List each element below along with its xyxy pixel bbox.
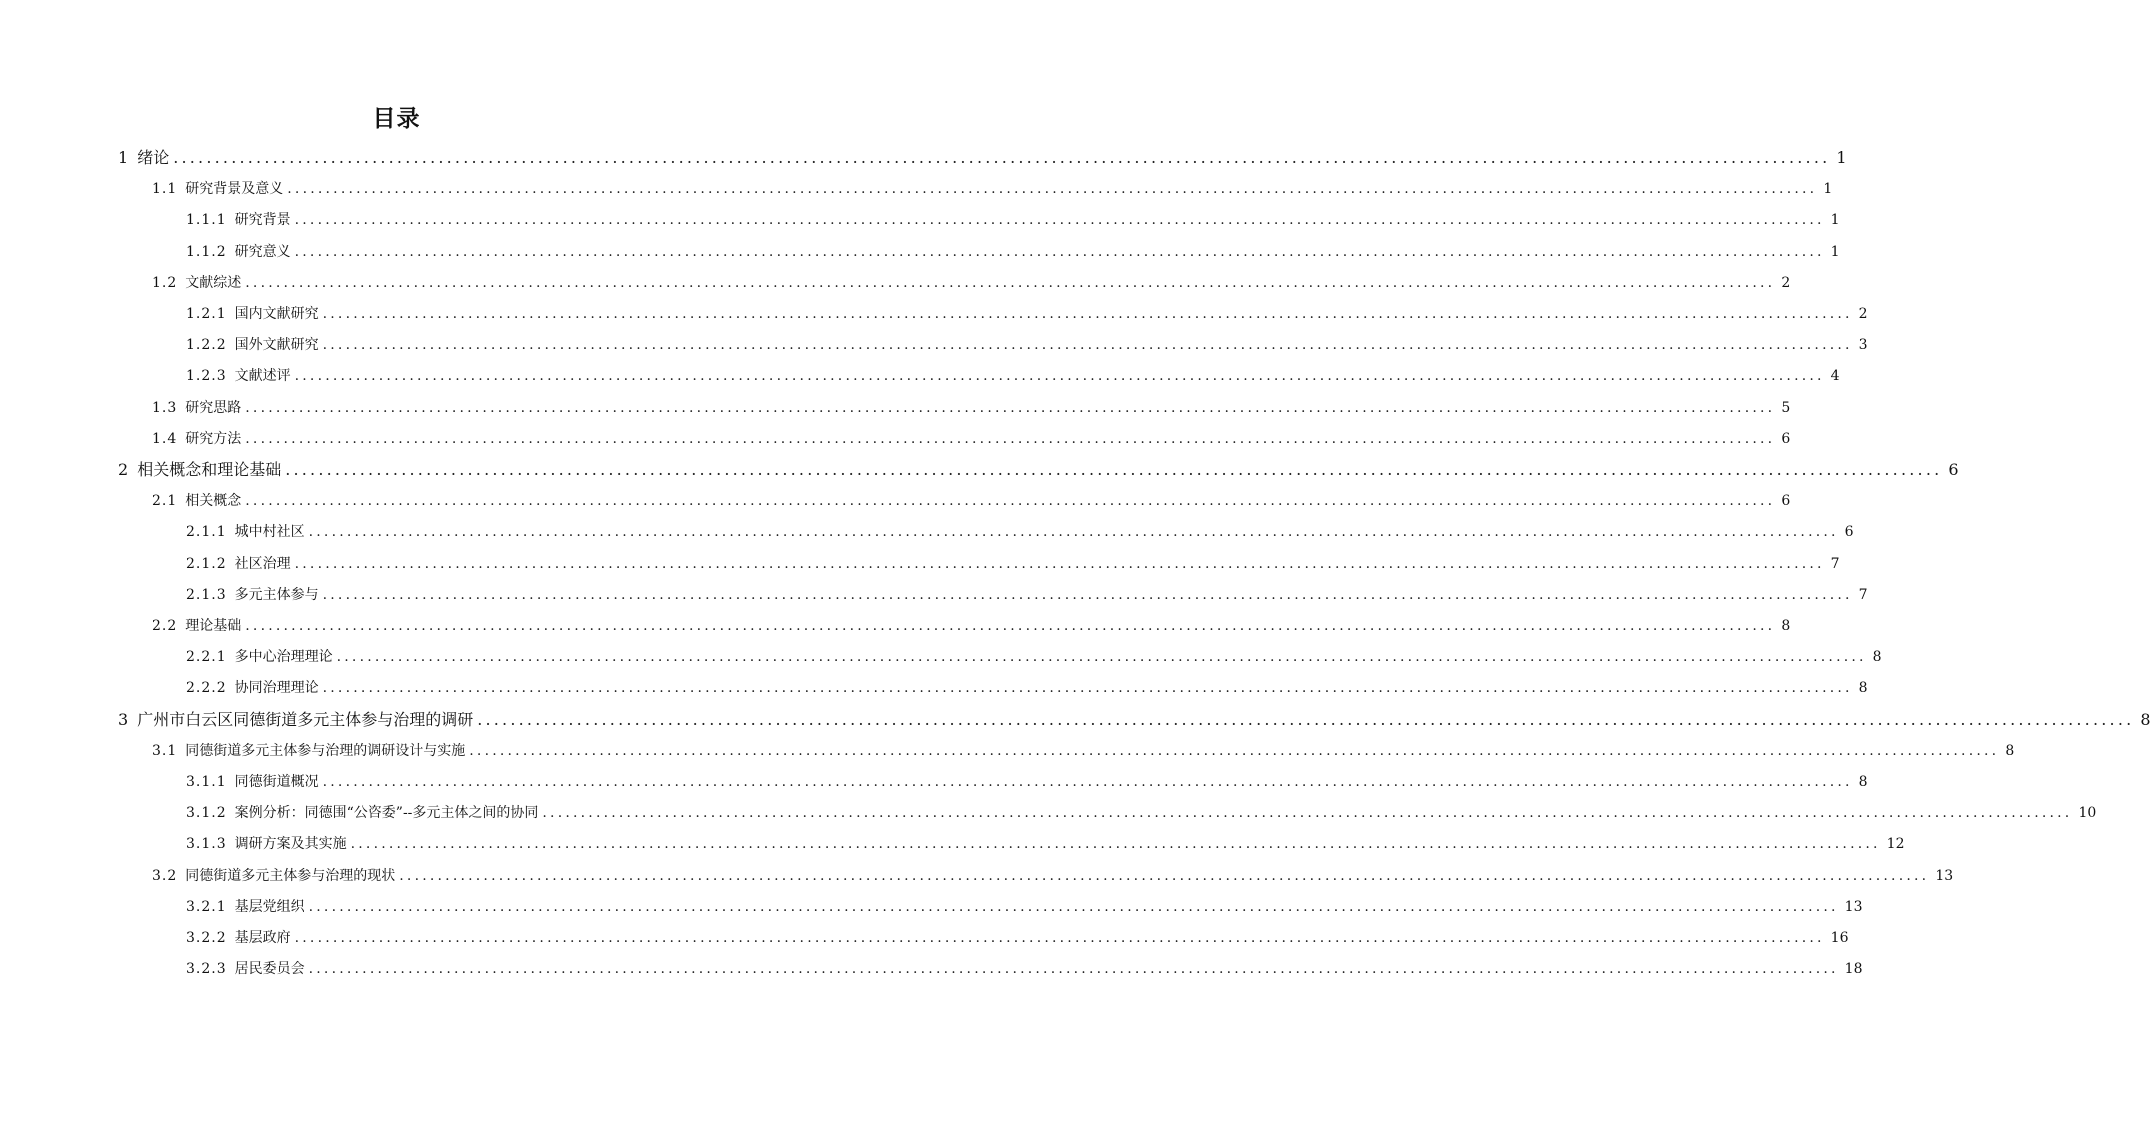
toc-leader-dots: ........................................................................................................................................................................................................ <box>399 867 1930 884</box>
toc-entry-page: 1 <box>1836 148 1847 167</box>
toc-entry[interactable] <box>186 209 1840 231</box>
toc-leader-dots: ........................................................................................................................................................................................................ <box>350 836 1881 853</box>
toc-entry[interactable] <box>152 490 1791 512</box>
toc-leader-dots: ........................................................................................................................................................................................................ <box>245 430 1776 447</box>
toc-entry-title: 理论基础 <box>185 618 242 634</box>
toc-entry-page: 16 <box>1830 930 1849 946</box>
toc-entry-page: 8 <box>2005 742 2015 759</box>
toc-leader-dots: ........................................................................................................................................................................................................ <box>294 368 1825 385</box>
toc-entry-title: 同德街道多元主体参与治理的调研设计与实施 <box>185 742 466 759</box>
toc-entry[interactable] <box>186 553 1840 575</box>
toc-entry[interactable] <box>118 147 1847 169</box>
toc-entry-page: 8 <box>2140 709 2151 729</box>
toc-entry-page: 1 <box>1830 212 1840 229</box>
toc-entry[interactable] <box>118 459 1959 481</box>
toc-entry-page: 2 <box>1781 274 1791 291</box>
toc-entry-number: 2.2.1 <box>186 649 227 666</box>
toc-entry-page: 6 <box>1781 430 1791 447</box>
toc-entry-title: 研究方法 <box>185 430 242 447</box>
toc-entry-title: 绪论 <box>137 148 170 167</box>
toc-leader-dots: ........................................................................................................................................................................................................ <box>322 680 1853 697</box>
toc-entry-number: 2.1.3 <box>186 586 227 603</box>
toc-entry-page: 1 <box>1823 181 1833 198</box>
toc-entry-page: 6 <box>1844 524 1854 541</box>
toc-entry[interactable] <box>118 709 2151 731</box>
toc-entry[interactable] <box>186 677 1868 699</box>
toc-leader-dots: ........................................................................................................................................................................................................ <box>287 181 1818 198</box>
toc-entry[interactable] <box>186 584 1868 606</box>
toc-entry[interactable] <box>186 833 1905 855</box>
toc-entry-page: 8 <box>1781 618 1791 634</box>
toc-entry[interactable] <box>152 397 1791 419</box>
toc-entry[interactable] <box>186 646 1882 668</box>
toc-entry-title: 国外文献研究 <box>234 337 319 354</box>
toc-entry-title: 同德街道多元主体参与治理的现状 <box>185 867 396 884</box>
toc-entry[interactable] <box>152 615 1791 637</box>
toc-leader-dots: ........................................................................................................................................................................................................ <box>294 243 1825 260</box>
toc-entry[interactable] <box>152 428 1791 450</box>
toc-entry-title: 研究意义 <box>234 243 291 260</box>
toc-entry-number: 3 <box>118 709 130 729</box>
toc-leader-dots: ........................................................................................................................................................................................................ <box>294 555 1825 572</box>
toc-entry-number: 1.2.2 <box>186 337 227 354</box>
toc-entry-page: 8 <box>1872 649 1882 666</box>
toc-entry-title: 同德街道概况 <box>234 774 319 790</box>
toc-entry-title: 相关概念 <box>185 493 242 510</box>
toc-entry-number: 3.1.1 <box>186 774 227 790</box>
toc-entry-page: 13 <box>1844 898 1863 915</box>
toc-entry-number: 1.1 <box>152 181 178 198</box>
toc-entry-number: 3.1.2 <box>186 805 227 822</box>
toc-leader-dots: ........................................................................................................................................................................................................ <box>469 742 2000 759</box>
toc-entry[interactable] <box>186 521 1854 543</box>
toc-entry-page: 2 <box>1858 306 1868 322</box>
toc-entry-page: 4 <box>1830 368 1840 385</box>
toc-entry-page: 10 <box>2078 805 2097 822</box>
toc-entry-title: 研究背景及意义 <box>185 181 284 198</box>
toc-entry-page: 3 <box>1858 337 1868 354</box>
toc-leader-dots: ........................................................................................................................................................................................................ <box>308 898 1839 915</box>
toc-entry-page: 1 <box>1830 243 1840 260</box>
toc-entry-number: 1.1.2 <box>186 243 227 260</box>
toc-entry-number: 2 <box>118 460 130 479</box>
toc-entry-title: 基层党组织 <box>234 898 305 915</box>
toc-entry-title: 文献述评 <box>234 368 291 385</box>
toc-entry[interactable] <box>152 272 1791 294</box>
toc-entry[interactable] <box>186 896 1863 918</box>
toc-leader-dots: ........................................................................................................................................................................................................ <box>173 148 1831 167</box>
toc-entry[interactable] <box>152 740 2015 762</box>
toc-entry[interactable] <box>186 927 1849 949</box>
toc-leader-dots: ........................................................................................................................................................................................................ <box>542 805 2073 822</box>
toc-entry-number: 3.1.3 <box>186 836 227 853</box>
toc-entry-title: 国内文献研究 <box>234 306 319 322</box>
toc-entry-number: 3.2.3 <box>186 961 227 978</box>
toc-entry-title: 居民委员会 <box>234 961 305 978</box>
toc-leader-dots: ........................................................................................................................................................................................................ <box>308 524 1839 541</box>
toc-entry-number: 1.2 <box>152 274 178 291</box>
toc-entry-page: 18 <box>1844 961 1863 978</box>
toc-entry-number: 2.1.2 <box>186 555 227 572</box>
toc-entry[interactable] <box>186 303 1868 325</box>
toc-entry-title: 多中心治理理论 <box>234 649 333 666</box>
toc-entry-title: 城中村社区 <box>234 524 305 541</box>
toc-entry[interactable] <box>186 241 1840 263</box>
toc-leader-dots: ........................................................................................................................................................................................................ <box>322 774 1853 790</box>
toc-leader-dots: ........................................................................................................................................................................................................ <box>285 460 1943 479</box>
toc-entry-title: 调研方案及其实施 <box>234 836 347 853</box>
toc-entry-page: 7 <box>1830 555 1840 572</box>
toc-entry[interactable] <box>152 865 1954 887</box>
toc-leader-dots: ........................................................................................................................................................................................................ <box>322 306 1853 322</box>
toc-entry[interactable] <box>186 802 2097 824</box>
toc-entry-number: 3.1 <box>152 742 178 759</box>
toc-entry-number: 2.1.1 <box>186 524 227 541</box>
toc-entry-number: 1.1.1 <box>186 212 227 229</box>
toc-leader-dots: ........................................................................................................................................................................................................ <box>336 649 1867 666</box>
toc-entry-number: 1.2.1 <box>186 306 227 322</box>
toc-entry-page: 8 <box>1858 774 1868 790</box>
toc-entry-title: 相关概念和理论基础 <box>137 460 282 479</box>
toc-entry-title: 文献综述 <box>185 274 242 291</box>
toc-leader-dots: ........................................................................................................................................................................................................ <box>245 274 1776 291</box>
toc-entry[interactable] <box>186 771 1868 793</box>
toc-entry-title: 多元主体参与 <box>234 586 319 603</box>
toc-entry-number: 1.2.3 <box>186 368 227 385</box>
toc-entry-page: 13 <box>1935 867 1954 884</box>
toc-entry-page: 5 <box>1781 399 1791 416</box>
toc-leader-dots: ........................................................................................................................................................................................................ <box>245 399 1776 416</box>
toc-leader-dots: ........................................................................................................................................................................................................ <box>294 930 1825 946</box>
toc-entry-number: 2.2.2 <box>186 680 227 697</box>
toc-entry-number: 3.2.1 <box>186 898 227 915</box>
toc-leader-dots: ........................................................................................................................................................................................................ <box>245 493 1776 510</box>
toc-entry-title: 研究背景 <box>234 212 291 229</box>
toc-entry-page: 12 <box>1886 836 1905 853</box>
toc-entry-title: 案例分析：同德围“公咨委”--多元主体之间的协同 <box>234 805 539 822</box>
toc-entry-title: 基层政府 <box>234 930 291 946</box>
toc-entry-page: 8 <box>1858 680 1868 697</box>
toc-leader-dots: ........................................................................................................................................................................................................ <box>245 618 1776 634</box>
toc-entry[interactable] <box>186 365 1840 387</box>
toc-entry[interactable] <box>186 958 1863 980</box>
toc-entry-number: 2.2 <box>152 618 178 634</box>
toc-entry-number: 2.1 <box>152 493 178 510</box>
toc-entry-page: 6 <box>1781 493 1791 510</box>
toc-entry-title: 协同治理理论 <box>234 680 319 697</box>
toc-entry-number: 1.4 <box>152 430 178 447</box>
toc-leader-dots: ........................................................................................................................................................................................................ <box>322 586 1853 603</box>
toc-leader-dots: ........................................................................................................................................................................................................ <box>322 337 1853 354</box>
toc-entry-page: 6 <box>1948 460 1959 479</box>
toc-entry-title: 社区治理 <box>234 555 291 572</box>
toc-entry-number: 1.3 <box>152 399 178 416</box>
toc-entry-title: 广州市白云区同德街道多元主体参与治理的调研 <box>137 709 474 729</box>
toc-leader-dots: ........................................................................................................................................................................................................ <box>308 961 1839 978</box>
toc-entry-number: 3.2.2 <box>186 930 227 946</box>
toc-entry-title: 研究思路 <box>185 399 242 416</box>
toc-entry-number: 1 <box>118 148 130 167</box>
toc-title: 目录 <box>372 106 421 132</box>
toc-leader-dots: ........................................................................................................................................................................................................ <box>477 709 2135 729</box>
toc-leader-dots: ........................................................................................................................................................................................................ <box>294 212 1825 229</box>
toc-entry-number: 3.2 <box>152 867 178 884</box>
toc-entry[interactable] <box>152 178 1833 200</box>
toc-entry[interactable] <box>186 334 1868 356</box>
toc-entry-page: 7 <box>1858 586 1868 603</box>
